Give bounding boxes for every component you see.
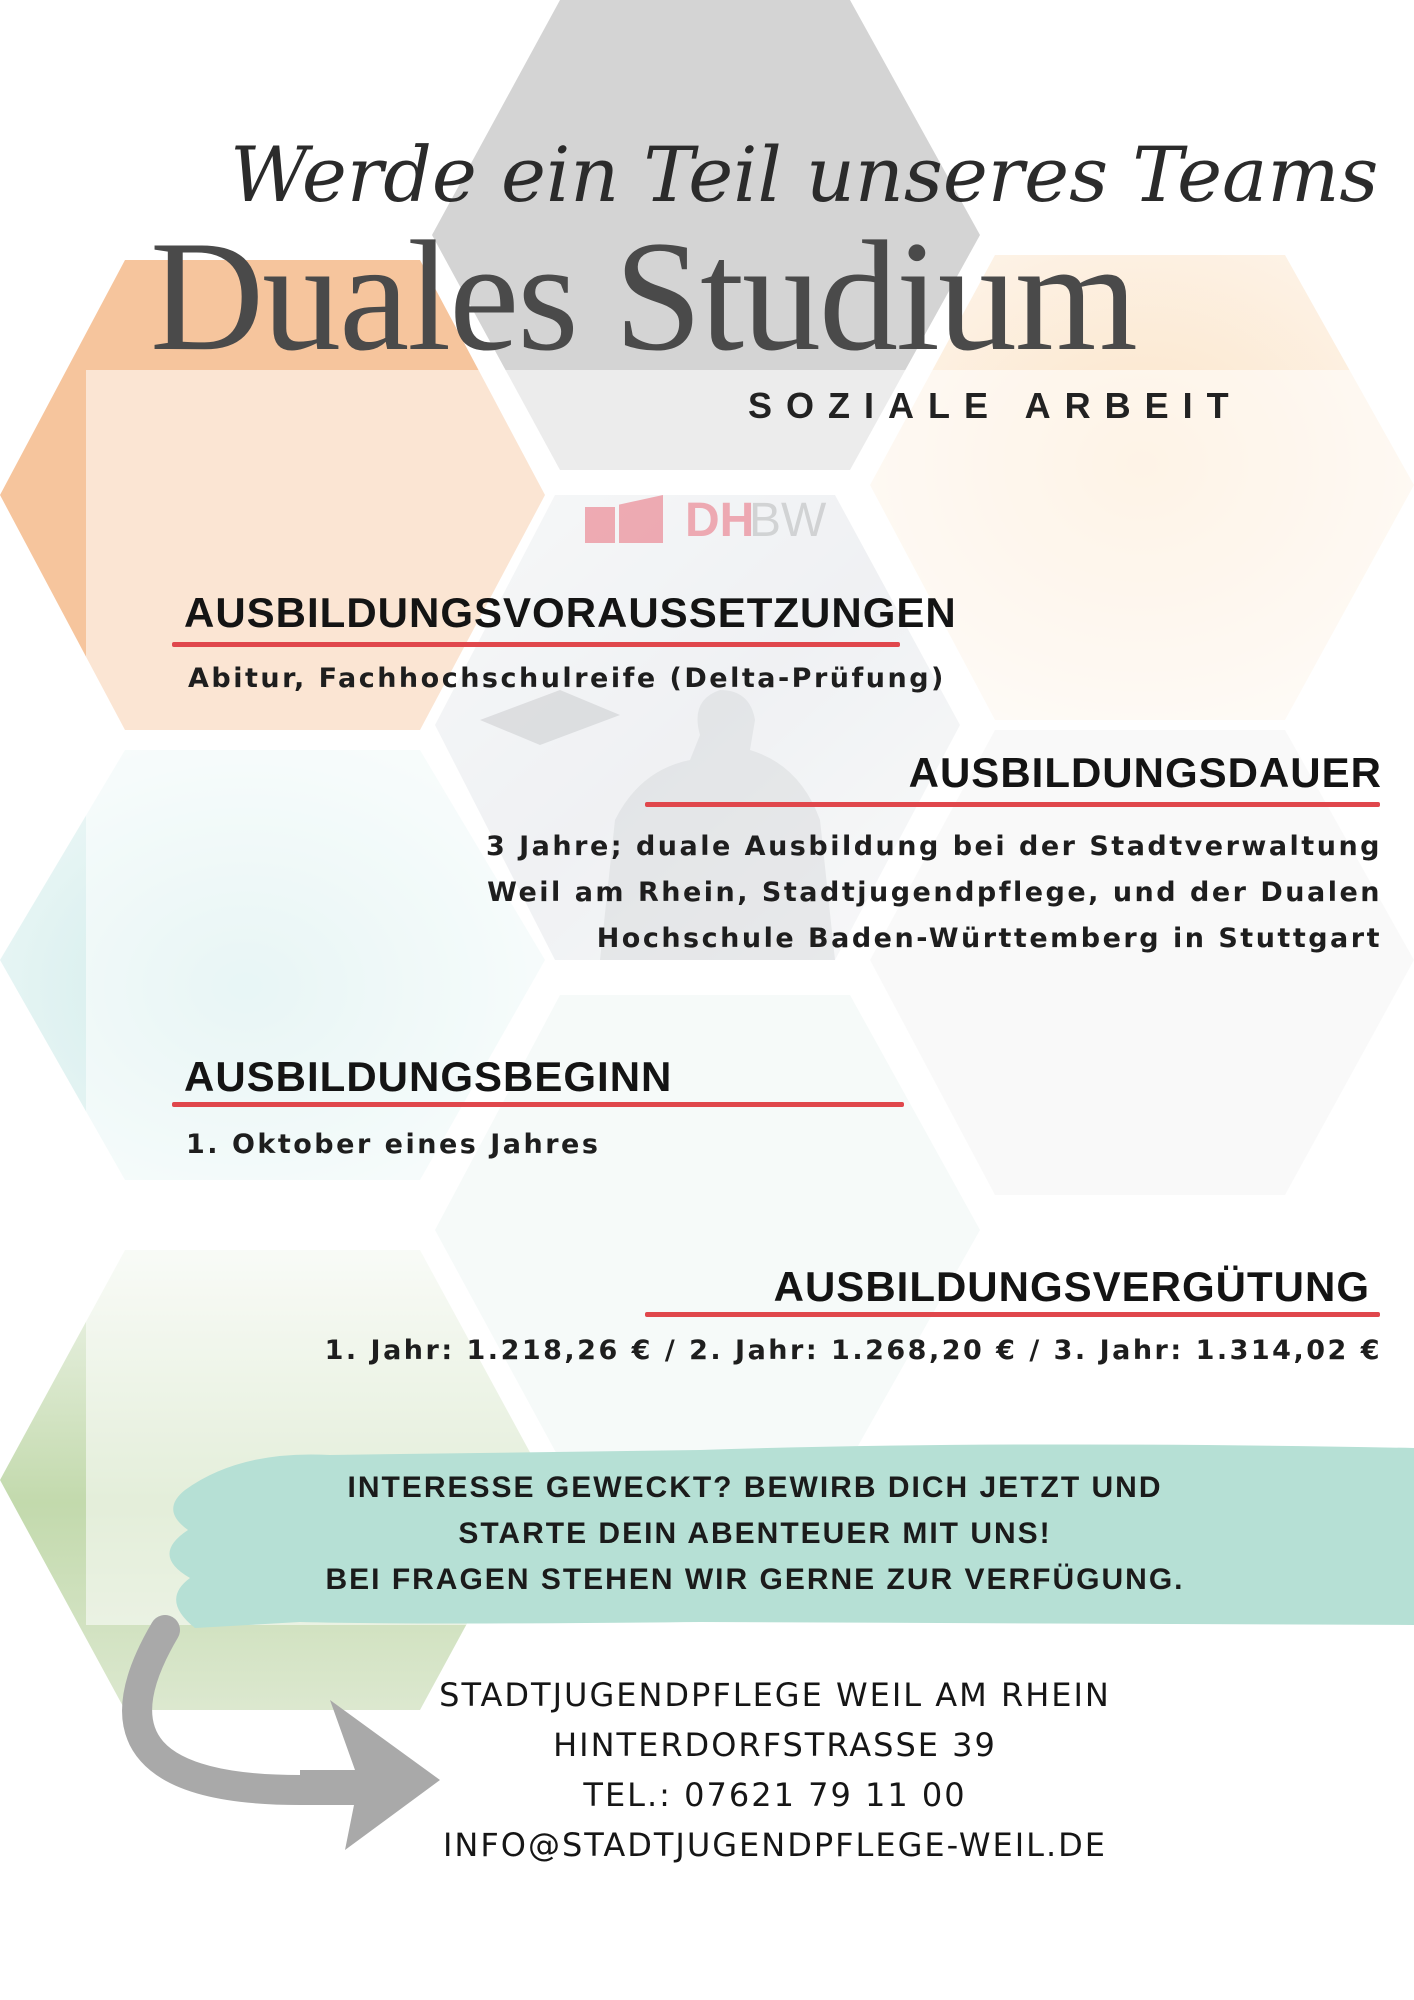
section-heading-beginn: AUSBILDUNGSBEGINN: [184, 1053, 673, 1100]
section-heading-voraussetzungen: AUSBILDUNGSVORAUSSETZUNGEN: [184, 589, 957, 636]
contact-email[interactable]: INFO@STADTJUGENDPFLEGE-WEIL.DE: [442, 1826, 1108, 1864]
section-text-voraussetzungen: Abitur, Fachhochschulreife (Delta-Prüfung): [188, 663, 946, 694]
dhbw-logo-mark-2: [619, 495, 663, 543]
cta-line-3: BEI FRAGEN STEHEN WIR GERNE ZUR VERFÜGUNG.: [325, 1563, 1185, 1596]
contact-street: HINTERDORFSTRASSE 39: [553, 1726, 997, 1764]
subtitle: SOZIALE ARBEIT: [748, 385, 1243, 426]
page-title: Duales Studium: [150, 209, 1136, 384]
dhbw-logo: [585, 495, 835, 555]
underline-voraussetzungen: [172, 642, 900, 647]
dauer-line-2: Weil am Rhein, Stadtjugendpflege, und der Dualen: [487, 877, 1382, 908]
cta-line-1: INTERESSE GEWECKT? BEWIRB DICH JETZT UND: [347, 1471, 1163, 1504]
section-text-dauer: [486, 824, 1382, 962]
section-heading-verguetung: AUSBILDUNGSVERGÜTUNG: [773, 1263, 1370, 1310]
contact-name: STADTJUGENDPFLEGE WEIL AM RHEIN: [439, 1676, 1111, 1714]
section-text-beginn: 1. Oktober eines Jahres: [186, 1129, 601, 1160]
dhbw-logo-bw: BW: [749, 494, 827, 547]
cta-block: [260, 1465, 1250, 1603]
dauer-line-3: Hochschule Baden-Württemberg in Stuttgart: [596, 923, 1382, 954]
underline-dauer: [645, 802, 1380, 807]
dhbw-logo-mark: [585, 507, 615, 543]
dhbw-logo-dh: DH: [685, 494, 755, 547]
underline-beginn: [172, 1102, 904, 1107]
section-text-verguetung: 1. Jahr: 1.218,26 € / 2. Jahr: 1.268,20 € / 3. Jahr: 1.314,02 €: [324, 1335, 1382, 1366]
contact-phone[interactable]: TEL.: 07621 79 11 00: [583, 1776, 967, 1814]
underline-verguetung: [645, 1312, 1380, 1317]
overlay-panel: [86, 370, 1414, 1625]
section-heading-dauer: AUSBILDUNGSDAUER: [908, 749, 1382, 796]
dauer-line-1: 3 Jahre; duale Ausbildung bei der Stadtverwaltung: [485, 831, 1382, 862]
contact-block: [360, 1670, 1190, 1870]
cta-line-2: STARTE DEIN ABENTEUER MIT UNS!: [458, 1517, 1052, 1550]
tagline: Werde ein Teil unseres Teams: [230, 130, 1379, 219]
